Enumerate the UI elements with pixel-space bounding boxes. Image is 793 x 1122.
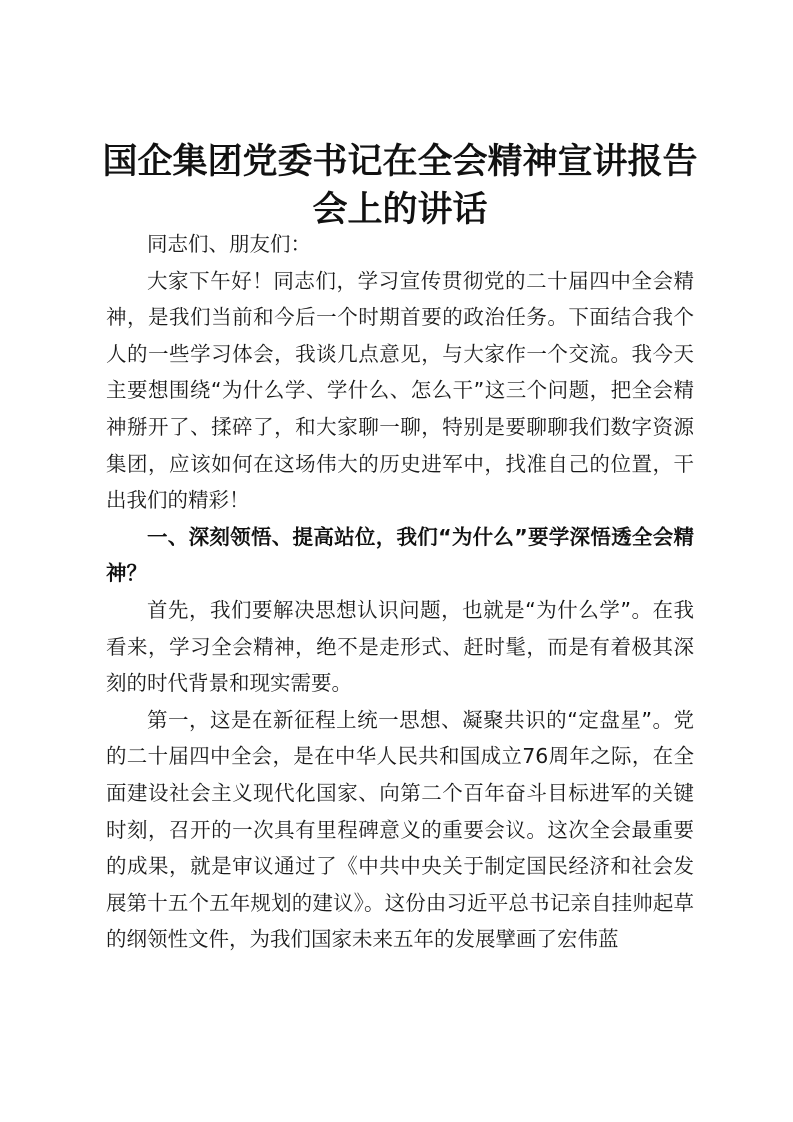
body-paragraph: 首先，我们要解决思想认识问题，也就是“为什么学”。在我看来，学习全会精神，绝不是走形式、赶时髦，而是有着极其深刻的时代背景和现实需要。 (106, 597, 694, 696)
opening-paragraph: 大家下午好！同志们，学习宣传贯彻党的二十届四中全会精神，是我们当前和今后一个时期首要的政治任务。下面结合我个人的一些学习体会，我谈几点意见，与大家作一个交流。我今天主要想围绕“为什么学、学什么、怎么干”这三个问题，把全会精神掰开了、揉碎了，和大家聊一聊，特别是要聊聊我们数字资源集团，应该如何在这场伟大的历史进军中，找准自己的位置，干出我们的精彩！ (106, 268, 694, 513)
document-title: 国企集团党委书记在全会精神宣讲报告会上的讲话 (102, 141, 698, 230)
body-paragraph: 第一，这是在新征程上统一思想、凝聚共识的“定盘星”。党的二十届四中全会，是在中华人民共和国成立76周年之际，在全面建设社会主义现代化国家、向第二个百年奋斗目标进军的关键时刻，召开的一次具有里程碑意义的重要会议。这次全会最重要的成果，就是审议通过了《中共中央关于制定国民经济和社会发展第十五个五年规划的建议》。这份由习近平总书记亲自挂帅起草的纲领性文件，为我们国家未来五年的发展擘画了宏伟蓝 (106, 707, 694, 952)
document-body (106, 226, 694, 958)
section-heading: 一、深刻领悟、提高站位，我们“为什么”要学深悟透全会精神？ (106, 524, 694, 586)
salutation-paragraph: 同志们、朋友们： (147, 232, 311, 256)
